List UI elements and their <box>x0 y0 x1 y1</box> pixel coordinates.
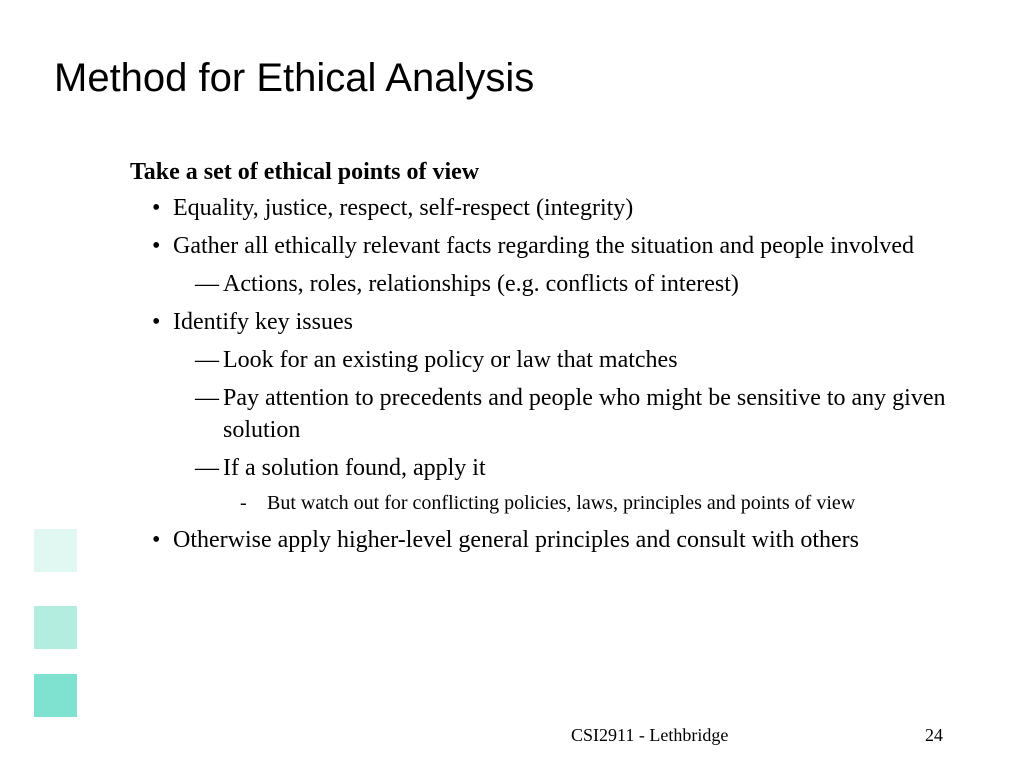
slide-title: Method for Ethical Analysis <box>54 56 535 100</box>
footer-page-number: 24 <box>925 725 943 745</box>
sub-item-text: If a solution found, apply it <box>223 455 486 481</box>
bullet-item-otherwise <box>130 524 960 556</box>
bullet-item-identify <box>130 306 960 338</box>
bullet-text: Equality, justice, respect, self-respect (integrity) <box>173 195 634 221</box>
sub-sub-item-watch-out <box>130 490 960 516</box>
bullet-icon: • <box>152 233 161 259</box>
dash-icon: — <box>195 455 219 481</box>
decorative-square-dark <box>34 674 77 717</box>
bullet-item-equality <box>130 192 960 224</box>
sub-sub-item-text: But watch out for conflicting policies, laws, principles and points of view <box>267 492 856 514</box>
decorative-square-light <box>34 529 77 572</box>
dash-icon: — <box>195 385 219 411</box>
bullet-text: Identify key issues <box>173 309 353 335</box>
bullet-icon: • <box>152 195 161 221</box>
bullet-text: Gather all ethically relevant facts regarding the situation and people involved <box>173 233 915 259</box>
dash-icon: — <box>195 271 219 297</box>
sub-item-text: Look for an existing policy or law that matches <box>223 347 678 373</box>
sub-item-if-solution <box>130 452 960 484</box>
sub-item-text: Pay attention to precedents and people who might be sensitive to any given solution <box>223 385 946 443</box>
hyphen-icon: - <box>240 492 247 514</box>
bullet-item-gather <box>130 230 960 262</box>
bullet-text: Otherwise apply higher-level general principles and consult with others <box>173 527 859 553</box>
sub-item-text: Actions, roles, relationships (e.g. conflicts of interest) <box>223 271 739 297</box>
dash-icon: — <box>195 347 219 373</box>
bullet-icon: • <box>152 527 161 553</box>
sub-item-pay-attention <box>130 382 960 446</box>
sub-item-look-for <box>130 344 960 376</box>
slide-body <box>130 156 960 562</box>
decorative-square-medium <box>34 606 77 649</box>
footer-course: CSI2911 - Lethbridge <box>571 725 729 745</box>
bullet-icon: • <box>152 309 161 335</box>
body-heading: Take a set of ethical points of view <box>130 159 480 185</box>
sub-item-actions <box>130 268 960 300</box>
